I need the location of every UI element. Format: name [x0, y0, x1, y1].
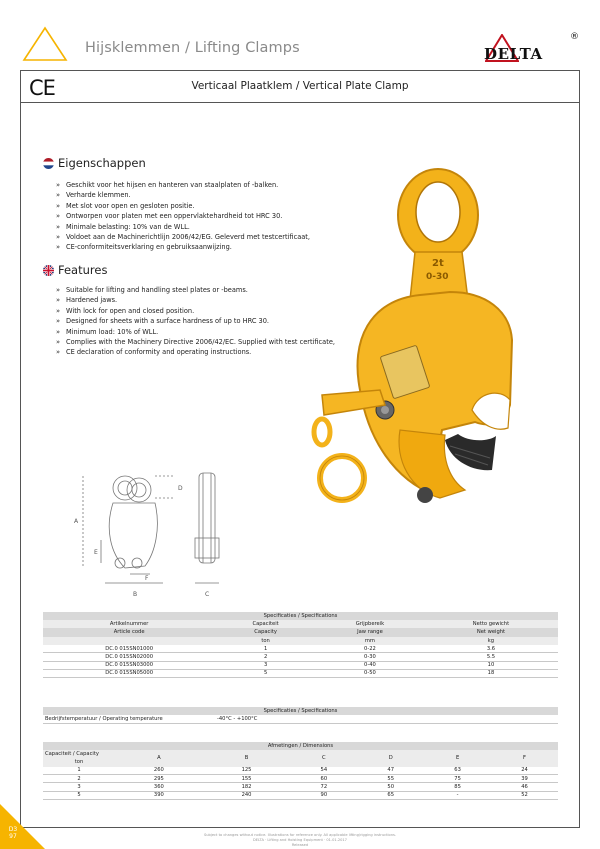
- table-row: [43, 645, 558, 653]
- list-item-continued: » CE declaration of conformity and operating instructions.: [56, 347, 356, 357]
- table-cell: 3.6: [424, 645, 558, 653]
- dim-label-a: A: [74, 518, 79, 525]
- table-cell: 1: [215, 645, 316, 653]
- unit-cell: ton: [43, 758, 115, 766]
- list-item: » Verharde klemmen.: [56, 190, 356, 200]
- table-cell: 52: [491, 791, 558, 799]
- temperature-table: [43, 707, 558, 724]
- table-cell: 24: [491, 767, 558, 775]
- column-header: Capaciteit: [215, 620, 316, 628]
- page-title: Verticaal Plaatklem / Vertical Plate Clamp: [191, 80, 409, 92]
- table-cell: DC.0 015SN05000: [43, 669, 215, 677]
- table-cell: DC.0 015SN01000: [43, 645, 215, 653]
- table-cell: 65: [357, 791, 424, 799]
- unit-cell: mm: [316, 637, 424, 645]
- column-header: E: [424, 750, 491, 766]
- table-cell: 295: [115, 775, 203, 783]
- nl-section-heading: [43, 156, 146, 170]
- list-item-continued: » CE-conformiteitsverklaring en gebruiksaanwijzing.: [56, 242, 356, 252]
- table-cell: 72: [290, 783, 357, 791]
- table-cell: 1: [43, 767, 115, 775]
- table-row: [43, 767, 558, 775]
- specifications-table: [43, 612, 558, 678]
- table-cell: 0-40: [316, 661, 424, 669]
- dim-label-c: C: [205, 591, 210, 598]
- table-caption: Afmetingen / Dimensions: [43, 742, 558, 750]
- range-stamp: 0-30: [426, 272, 449, 282]
- table-cell: 63: [424, 767, 491, 775]
- column-header: Article code: [43, 628, 215, 636]
- column-header: C: [290, 750, 357, 766]
- column-header: A: [115, 750, 203, 766]
- table-caption: Specificaties / Specifications: [43, 612, 558, 620]
- uk-flag-icon: [43, 265, 54, 276]
- table-cell: 55: [357, 775, 424, 783]
- unit-cell: kg: [424, 637, 558, 645]
- table-cell: 3: [43, 783, 115, 791]
- list-item: » Geschikt voor het hijsen en hanteren van staalplaten of -balken.: [56, 180, 356, 190]
- page-num-value: 97: [9, 833, 17, 840]
- table-cell: 360: [115, 783, 203, 791]
- list-item: » Met slot voor open en gesloten positie.: [56, 201, 356, 211]
- table-cell: 50: [357, 783, 424, 791]
- table-cell: 2: [215, 653, 316, 661]
- table-row: [43, 661, 558, 669]
- table-cell: 90: [290, 791, 357, 799]
- table-cell: -: [424, 791, 491, 799]
- table-row: [43, 715, 558, 723]
- list-item: » Ontworpen voor platen met een oppervlaktehardheid tot HRC 30.: [56, 211, 356, 221]
- registered-mark: ®: [570, 32, 579, 42]
- table-row: [43, 669, 558, 677]
- dim-label-f: F: [145, 575, 149, 582]
- table-cell: 60: [290, 775, 357, 783]
- table-cell: 155: [203, 775, 291, 783]
- footer-line: Released: [291, 842, 309, 847]
- table-cell: DC.0 015SN03000: [43, 661, 215, 669]
- table-cell: 390: [115, 791, 203, 799]
- unit-cell: ton: [215, 637, 316, 645]
- table-cell: 125: [203, 767, 291, 775]
- table-cell: 3: [215, 661, 316, 669]
- brand-logo: [484, 34, 580, 66]
- column-header: Jaw range: [316, 628, 424, 636]
- column-header: Net weight: [424, 628, 558, 636]
- table-cell: 75: [424, 775, 491, 783]
- column-header: F: [491, 750, 558, 766]
- table-row: [43, 653, 558, 661]
- ce-mark: CE: [29, 76, 55, 100]
- table-cell: 0-22: [316, 645, 424, 653]
- footer-note: [0, 833, 600, 847]
- table-cell: 240: [203, 791, 291, 799]
- dutch-flag-icon: [43, 158, 54, 169]
- table-cell: 39: [491, 775, 558, 783]
- dimensions-table: [43, 742, 558, 800]
- column-header: Capacity: [215, 628, 316, 636]
- en-section-heading: [43, 263, 107, 277]
- dim-label-b: B: [133, 591, 138, 598]
- column-header: Artikelnummer: [43, 620, 215, 628]
- list-item: » Hardened jaws.: [56, 295, 356, 305]
- table-cell: 5: [43, 791, 115, 799]
- table-cell: 54: [290, 767, 357, 775]
- table-caption: Specificaties / Specifications: [43, 707, 558, 715]
- table-row: [43, 783, 558, 791]
- table-cell: 182: [203, 783, 291, 791]
- nl-heading-text: Eigenschappen: [58, 156, 146, 170]
- list-item: » Complies with the Machinery Directive 2006/42/EC. Supplied with test certificate,: [56, 337, 356, 347]
- column-header: D: [357, 750, 424, 766]
- column-header: Netto gewicht: [424, 620, 558, 628]
- list-item: » With lock for open and closed position.: [56, 306, 356, 316]
- table-row: [43, 775, 558, 783]
- en-heading-text: Features: [58, 263, 108, 277]
- table-cell: 0-50: [316, 669, 424, 677]
- footer-line: Subject to changes without notice. Illustrations for reference only. All applicable lifting/rigging instructions.: [204, 833, 396, 837]
- list-item: » Voldoet aan de Machinerichtlijn 2006/42/EG. Geleverd met testcertificaat,: [56, 232, 356, 242]
- capacity-stamp: 2t: [432, 258, 444, 269]
- table-cell: -40°C - +100°C: [215, 715, 530, 723]
- dim-label-d: D: [178, 485, 183, 492]
- list-item: » Minimale belasting: 10% van de WLL.: [56, 222, 356, 232]
- table-cell: 85: [424, 783, 491, 791]
- list-item: » Designed for sheets with a surface hardness of up to HRC 30.: [56, 316, 356, 326]
- table-cell: 47: [357, 767, 424, 775]
- list-item: » Suitable for lifting and handling steel plates or -beams.: [56, 285, 356, 295]
- dim-label-e: E: [94, 549, 98, 556]
- page-number: [6, 826, 20, 840]
- table-cell: 260: [115, 767, 203, 775]
- clamp-product-image: [300, 160, 520, 530]
- brand-wordmark: DELTA: [484, 45, 543, 63]
- table-cell: 18: [424, 669, 558, 677]
- table-cell: 5: [215, 669, 316, 677]
- header-title: Hijsklemmen / Lifting Clamps: [85, 40, 300, 56]
- column-header: Grijpbereik: [316, 620, 424, 628]
- footer-line: DELTA · Lifting and Hoisting Equipment · 01.01.2017: [253, 837, 347, 842]
- table-cell: 5.5: [424, 653, 558, 661]
- list-item: » Minimum load: 10% of WLL.: [56, 327, 356, 337]
- title-bar: [21, 71, 579, 103]
- table-cell: 10: [424, 661, 558, 669]
- table-cell: DC.0 015SN02000: [43, 653, 215, 661]
- dimension-drawing: [65, 468, 240, 603]
- unit-cell: [43, 637, 215, 645]
- column-header: Capaciteit / Capacity: [43, 750, 115, 758]
- table-row: [43, 791, 558, 799]
- table-cell: 0-30: [316, 653, 424, 661]
- table-cell: 2: [43, 775, 115, 783]
- table-cell: 46: [491, 783, 558, 791]
- column-header: B: [203, 750, 291, 766]
- page-section: D3: [8, 826, 18, 833]
- triangle-logo-icon: [22, 26, 68, 62]
- table-cell: Bedrijfstemperatuur / Operating temperature: [43, 715, 215, 723]
